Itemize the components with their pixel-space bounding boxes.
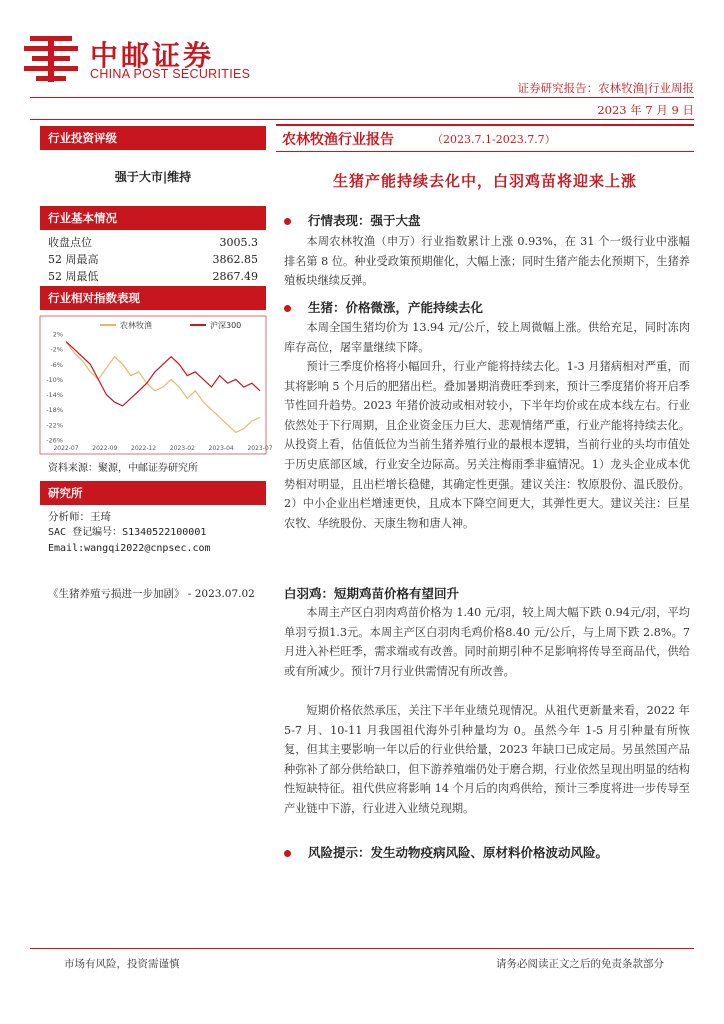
- chart-frame: [40, 316, 266, 454]
- y-tick-label: -22%: [46, 421, 63, 430]
- section-chicken-text-2: 短期价格依然承压，关注下半年业绩兑现情况。从祖代更新量来看，2022 年 5-7 月、10-11 月我国祖代海外引种量均为 0。虽然今年 1-5 月引种量有所恢复，但其主要影响一年以后的行业供给量，2023 年缺口已成定局。另虽然国产品种弥补了部分供给缺口，但下游养殖端仍处于磨合期，行业依然呈现出明显的结构性短缺特征。祖代供应将影响 14 个月后的肉鸡供给，预计三季度将进一步传导至产业链中下游，行业进入业绩兑现期。: [284, 704, 690, 815]
- section-chicken-text-1: 本周主产区白羽肉鸡苗价格为 1.40 元/羽，较上周大幅下跌 0.94元/羽，平均单羽亏损1.3元。本周主产区白羽肉毛鸡价格8.40 元/公斤，与上周下跌 2.8%。7 月进入补栏旺季，需求端或有改善。同时前期引种不足影响将传导至商品代，供给或有所减少。预计7月行业供需情况有所改善。: [284, 606, 690, 678]
- rating-value: 强于大市|维持: [114, 170, 192, 184]
- rating-label: 行业投资评级: [40, 126, 266, 150]
- section-market-text: 本周农林牧渔（申万）行业指数累计上涨 0.93%，在 31 个一级行业中涨幅排名第 8 位。种业受政策预期催化，大幅上涨；同时生猪产能去化预期下，生猪养殖板块继续反弹。: [284, 235, 690, 288]
- x-tick-label: 2022-12: [131, 445, 157, 452]
- footer-left: 市场有风险，投资需谨慎: [64, 958, 180, 970]
- brand-name-cn: 中邮证券: [90, 39, 215, 72]
- y-tick-label: -10%: [46, 375, 63, 384]
- legend-label: 沪深300: [210, 321, 242, 330]
- section-title-chicken: 白羽鸡：短期鸡苗价格有望回升: [284, 586, 460, 601]
- y-tick-label: -18%: [46, 406, 63, 415]
- legend-label: 农林牧渔: [120, 321, 152, 330]
- index-label: 行业相对指数表现: [40, 286, 266, 310]
- footer-divider: [30, 948, 694, 949]
- x-tick-label: 2023-02: [169, 445, 195, 452]
- y-tick-label: -14%: [46, 391, 63, 400]
- chart-source: 资料来源：聚源，中邮证券研究所: [48, 463, 198, 474]
- y-tick-label: -26%: [46, 436, 63, 445]
- analyst-name: 分析师：王琦: [48, 511, 111, 523]
- y-tick-label: -6%: [50, 360, 63, 369]
- china-post-logo-icon: [22, 32, 80, 84]
- bullet-icon: [284, 850, 291, 857]
- risk-warning: 风险提示：发生动物疫病风险、原材料价格波动风险。: [308, 845, 609, 860]
- report-date: 2023 年 7 月 9 日: [597, 103, 694, 117]
- sac-number: SAC 登记编号：S1340522100001: [48, 527, 207, 538]
- section-title-pig: 生猪：价格微涨，产能持续去化: [308, 300, 484, 315]
- header-divider: [30, 97, 694, 98]
- basics-table: [48, 234, 258, 285]
- x-tick-label: 2023-04: [208, 445, 234, 452]
- basics-row: 收盘点位 3005.3: [48, 236, 258, 249]
- footer-right: 请务必阅读正文之后的免责条款部分: [496, 958, 664, 970]
- y-tick-label: 2%: [52, 330, 63, 339]
- report-period: （2023.7.1-2023.7.7）: [432, 133, 556, 146]
- header-divider-2: [30, 119, 694, 120]
- x-tick-label: 2022-07: [53, 445, 79, 452]
- basics-row: 52 周最高 3862.85: [48, 253, 258, 266]
- x-tick-label: 2023-07: [247, 445, 273, 452]
- bullet-icon: [284, 218, 291, 225]
- relative-index-chart: [40, 316, 273, 454]
- basics-label: 行业基本情况: [40, 206, 266, 230]
- section-pig-text-2: 预计三季度价格将小幅回升，行业产能将持续去化。1-3 月猪病相对严重，而其将影响 5 个月后的肥猪出栏。叠加暑期消费旺季到来，预计三季度猪价将开启季节性回升趋势。2023 年猪价波动或相对较小，下半年均价或在成本线左右。行业依然处于下行周期，且企业资金压力巨大、悲观情绪严重，行业产能将持续去化。从投资上看，估值低位为当前生猪养殖行业的最根本逻辑，当前行业的头均市值处于历史底部区域，行业安全边际高。另关注梅雨季非瘟情况。1）龙头企业成本优势相对明显，且出栏增长稳健，其确定性更强。建议关注：牧原股份、温氏股份。2）中小企业出栏增速更快，且成本下降空间更大，其弹性更大。建议关注：巨星农牧、华统股份、天康生物和唐人神。: [284, 360, 690, 530]
- related-report-link[interactable]: 《生猪养殖亏损进一步加剧》 - 2023.07.02: [48, 588, 255, 600]
- y-tick-label: -2%: [50, 345, 63, 354]
- x-tick-label: 2022-09: [92, 445, 118, 452]
- section-pig-text-1: 本周全国生猪均价为 13.94 元/公斤，较上周微幅上涨。供给充足，同时冻肉库存高位，屠宰量继续下降。: [284, 321, 690, 354]
- report-type: 证券研究报告：农林牧渔|行业周报: [517, 81, 694, 95]
- basics-row: 52 周最低 2867.49: [48, 270, 258, 283]
- section-title-market: 行情表现：强于大盘: [308, 213, 421, 228]
- bullet-icon: [284, 305, 291, 312]
- research-label: 研究所: [40, 481, 266, 505]
- report-title: 农林牧渔行业报告: [282, 132, 394, 148]
- headline: 生猪产能持续去化中，白羽鸡苗将迎来上涨: [332, 172, 637, 190]
- brand-name-en: CHINA POST SECURITIES: [90, 67, 251, 81]
- analyst-email[interactable]: Email:wangqi2022@cnpsec.com: [48, 543, 211, 554]
